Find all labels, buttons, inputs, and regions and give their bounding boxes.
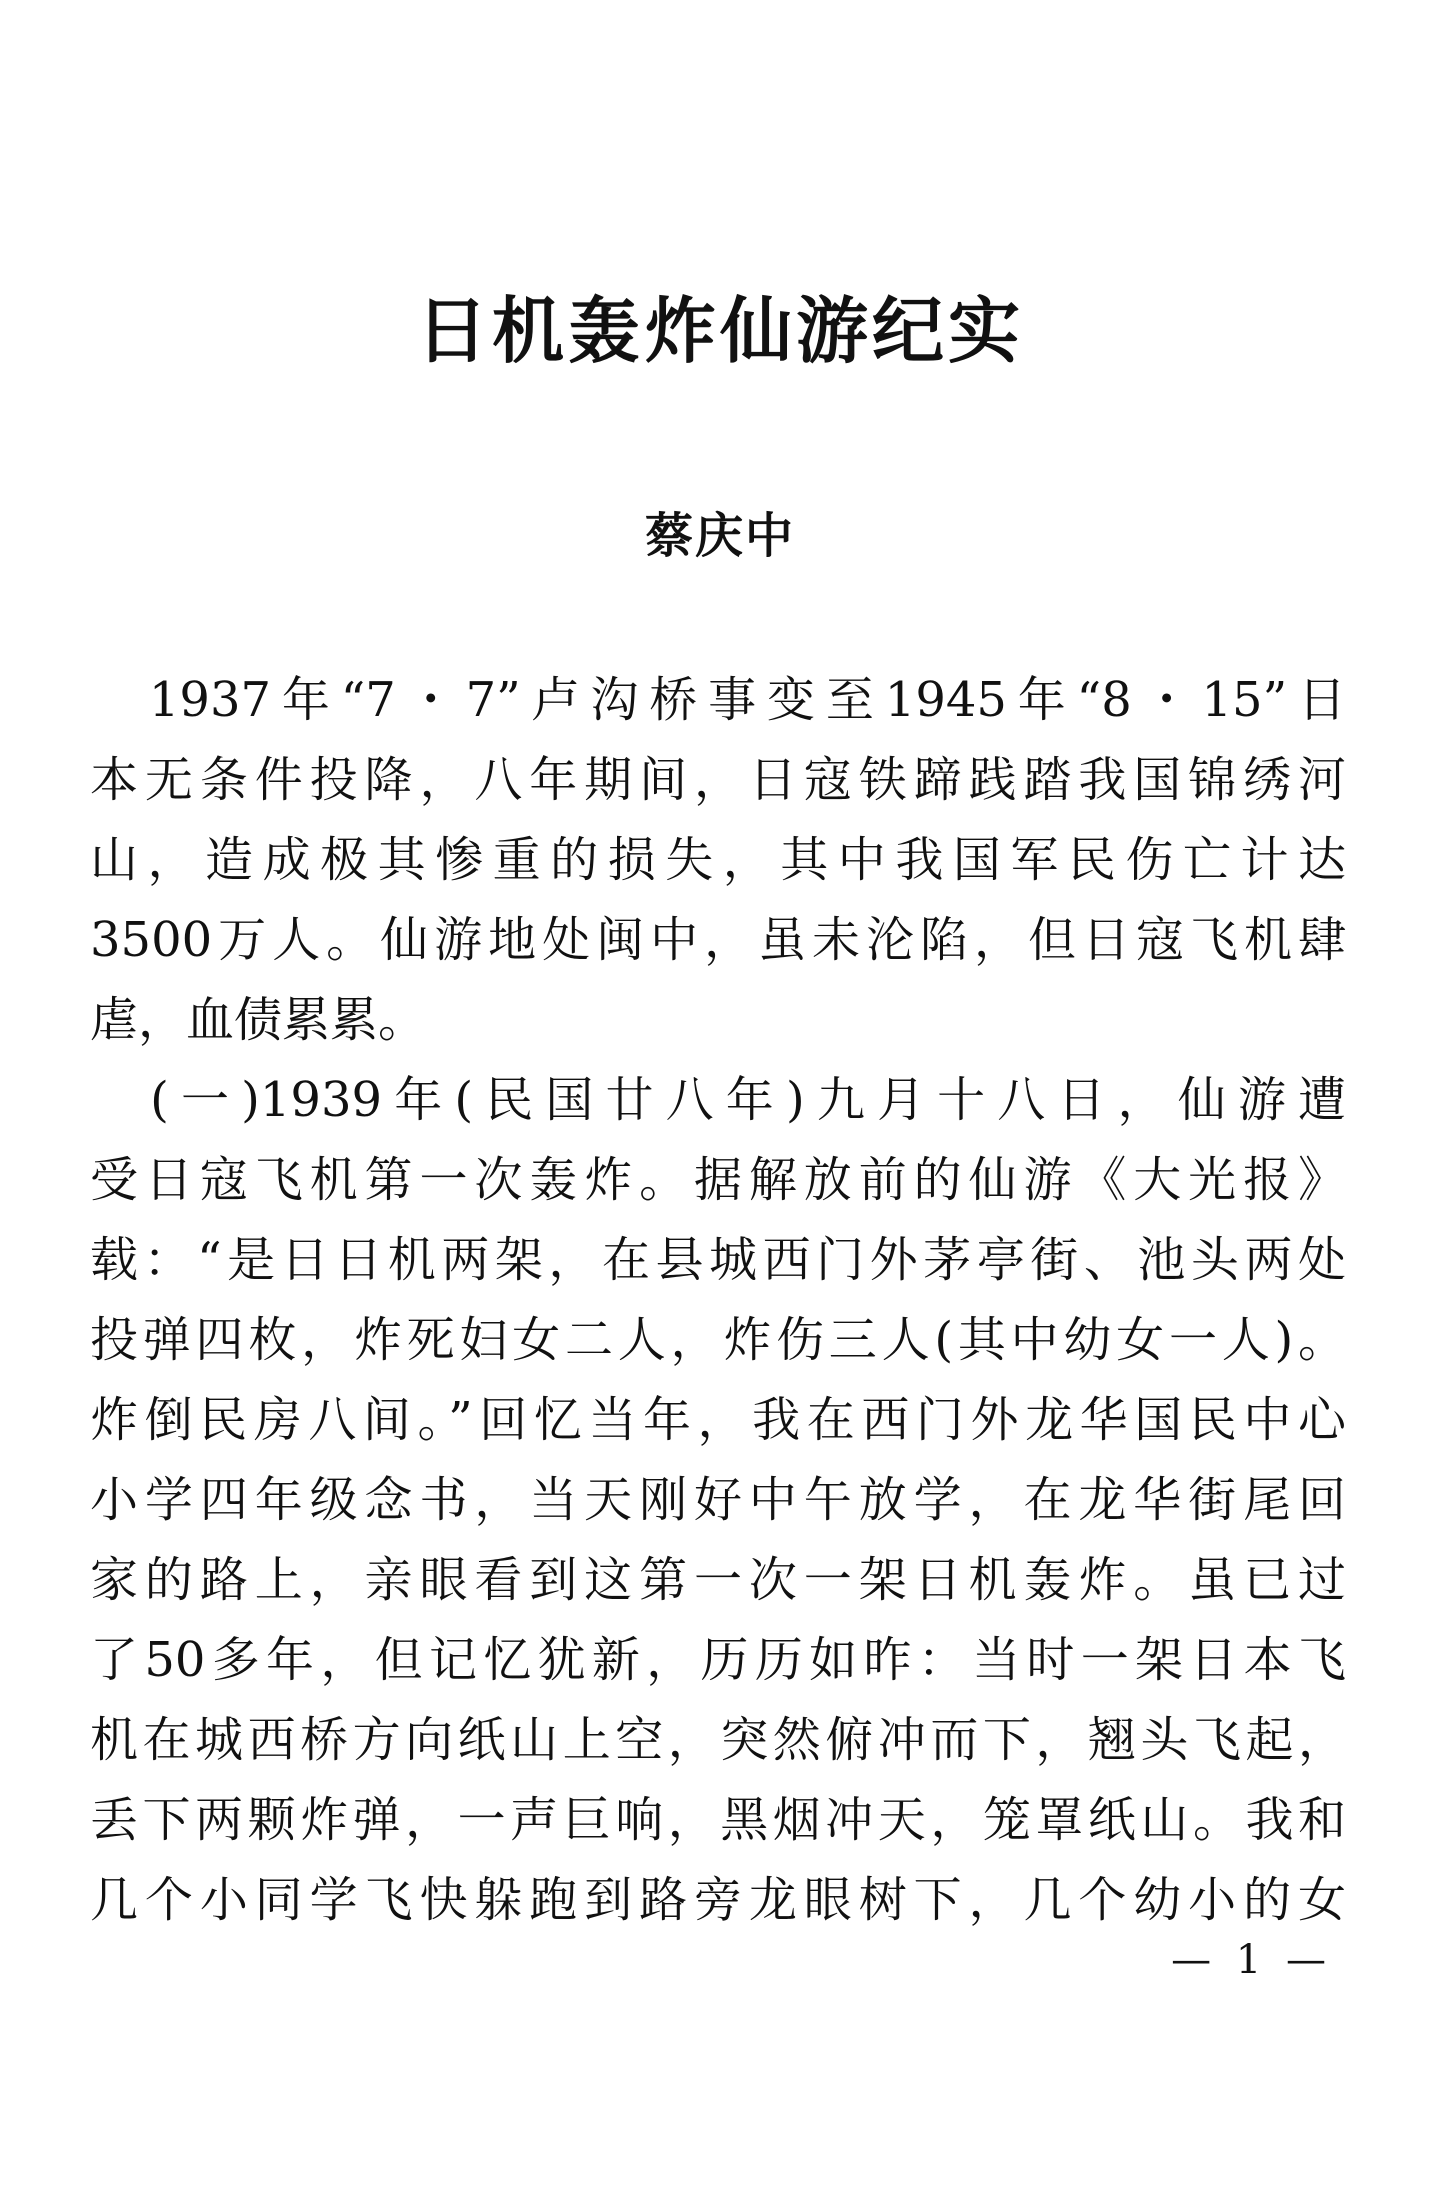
text-line: 本无条件投降，八年期间，日寇铁蹄践踏我国锦绣河 — [90, 752, 1346, 808]
text-line: 1937年“7・7”卢沟桥事变至1945年“8・15”日 — [90, 672, 1346, 728]
text-line: 载：“是日日机两架，在县城西门外茅亭街、池头两处 — [90, 1232, 1346, 1288]
article-body — [90, 660, 1346, 1940]
text-line: 家的路上，亲眼看到这第一次一架日机轰炸。虽已过 — [90, 1552, 1346, 1608]
text-line: 炸倒民房八间。”回忆当年，我在西门外龙华国民中心 — [90, 1392, 1346, 1448]
text-line: 受日寇飞机第一次轰炸。据解放前的仙游《大光报》 — [90, 1152, 1346, 1208]
text-line: 小学四年级念书，当天刚好中午放学，在龙华街尾回 — [90, 1472, 1346, 1528]
text-line: 3500万人。仙游地处闽中，虽未沦陷，但日寇飞机肆 — [90, 912, 1346, 968]
text-line: 虐，血债累累。 — [90, 992, 427, 1048]
page-number: — 1 — — [1171, 1937, 1332, 1983]
article-title: 日机轰炸仙游纪实 — [415, 289, 1024, 373]
text-line: 丢下两颗炸弹，一声巨响，黑烟冲天，笼罩纸山。我和 — [90, 1792, 1346, 1848]
author-name: 蔡庆中 — [644, 508, 795, 564]
text-line: 几个小同学飞快躲跑到路旁龙眼树下，几个幼小的女 — [90, 1872, 1346, 1928]
text-line: (一)1939年(民国廿八年)九月十八日，仙游遭 — [90, 1072, 1346, 1128]
text-line: 投弹四枚，炸死妇女二人，炸伤三人(其中幼女一人)。 — [90, 1312, 1346, 1368]
text-line: 了50多年，但记忆犹新，历历如昨：当时一架日本飞 — [90, 1632, 1346, 1688]
text-line: 山，造成极其惨重的损失，其中我国军民伤亡计达 — [90, 832, 1346, 888]
text-line: 机在城西桥方向纸山上空，突然俯冲而下，翘头飞起， — [90, 1712, 1346, 1768]
